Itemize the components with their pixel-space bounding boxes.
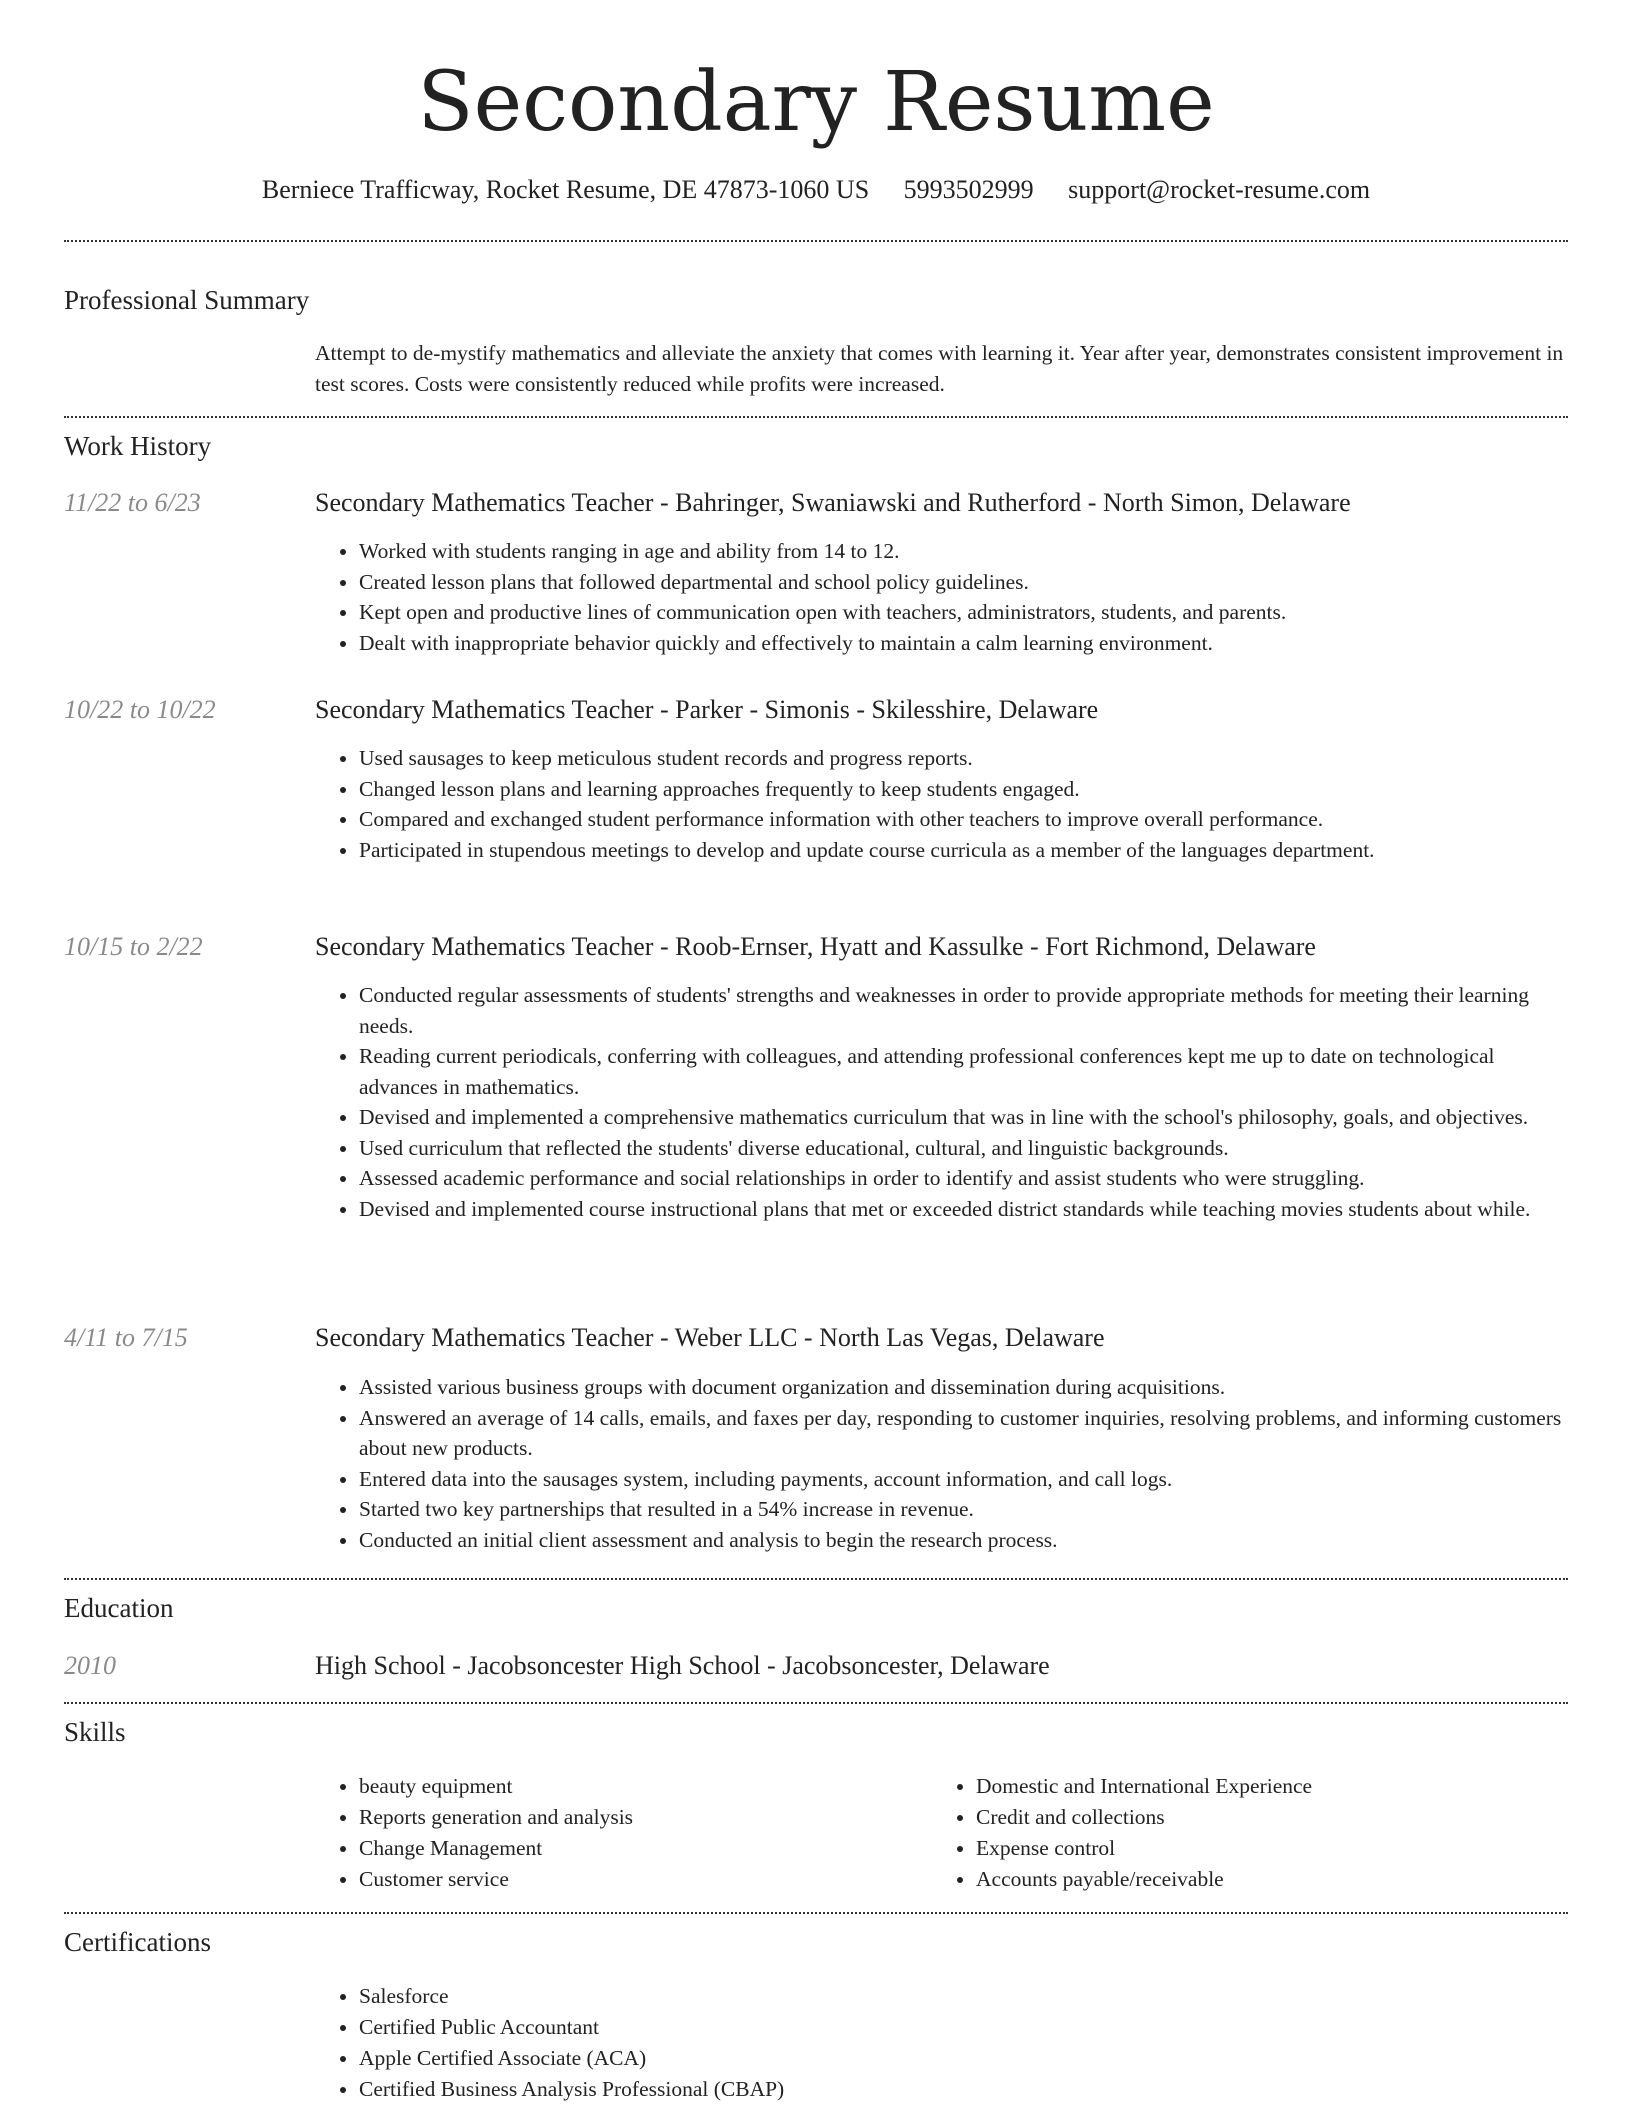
job-bullets xyxy=(315,1372,1565,1555)
skills-list-right xyxy=(932,1771,1562,1895)
job-dates: 11/22 to 6/23 xyxy=(64,488,201,517)
list-item: • beauty equipment xyxy=(359,1771,915,1802)
list-item: • Assessed academic performance and social relationships in order to identify and assist students who were struggling. xyxy=(359,1163,1565,1194)
section-divider xyxy=(64,1578,1568,1580)
list-item: • Used curriculum that reflected the students' diverse educational, cultural, and linguistic backgrounds. xyxy=(359,1133,1565,1164)
list-item: • Entered data into the sausages system, including payments, account information, and call logs. xyxy=(359,1464,1565,1495)
list-item: • Compared and exchanged student performance information with other teachers to improve overall performance. xyxy=(359,804,1565,835)
job-dates: 10/15 to 2/22 xyxy=(64,932,203,961)
list-item: • Conducted an initial client assessment and analysis to begin the research process. xyxy=(359,1525,1565,1556)
list-item: • Changed lesson plans and learning approaches frequently to keep students engaged. xyxy=(359,774,1565,805)
summary-text: Attempt to de-mystify mathematics and alleviate the anxiety that comes with learning it. Year after year, demonstrates consistent improvement in test scores. Costs were consistently reduced while profits were increased. xyxy=(315,341,1564,396)
list-item: • Reports generation and analysis xyxy=(359,1802,915,1833)
list-item: • Answered an average of 14 calls, emails, and faxes per day, responding to customer inquiries, resolving problems, and informing customers about new products. xyxy=(359,1403,1565,1464)
education-entry: High School - Jacobsoncester High School - Jacobsoncester, Delaware xyxy=(315,1651,1050,1680)
job-title: Secondary Mathematics Teacher - Roob-Ernser, Hyatt and Kassulke - Fort Richmond, Delaware xyxy=(315,932,1316,961)
job-title: Secondary Mathematics Teacher - Weber LLC - North Las Vegas, Delaware xyxy=(315,1323,1105,1352)
list-item: • Expense control xyxy=(976,1833,1562,1864)
list-item: • Kept open and productive lines of communication open with teachers, administrators, students, and parents. xyxy=(359,597,1565,628)
list-item: • Certified Public Accountant xyxy=(359,2012,1565,2043)
list-item: • Worked with students ranging in age and ability from 14 to 12. xyxy=(359,536,1565,567)
list-item: • Certified Business Analysis Professional (CBAP) xyxy=(359,2074,1565,2105)
certifications-heading: Certifications xyxy=(64,1927,211,1957)
list-item: • Participated in stupendous meetings to develop and update course curricula as a member of the languages department. xyxy=(359,835,1565,866)
list-item: • Change Management xyxy=(359,1833,915,1864)
contact-line xyxy=(0,172,1632,208)
contact-phone: 5993502999 xyxy=(903,175,1034,204)
list-item: • Conducted regular assessments of students' strengths and weaknesses in order to provide appropriate methods for meeting their learning needs. xyxy=(359,980,1565,1041)
summary-heading: Professional Summary xyxy=(64,285,310,315)
list-item: • Apple Certified Associate (ACA) xyxy=(359,2043,1565,2074)
list-item: • Salesforce xyxy=(359,1981,1565,2012)
list-item: • Devised and implemented a comprehensive mathematics curriculum that was in line with the school's philosophy, goals, and objectives. xyxy=(359,1102,1565,1133)
list-item: • Assisted various business groups with document organization and dissemination during acquisitions. xyxy=(359,1372,1565,1403)
list-item: • Used sausages to keep meticulous student records and progress reports. xyxy=(359,743,1565,774)
list-item: • Customer service xyxy=(359,1864,915,1895)
certifications-list xyxy=(315,1981,1565,2105)
list-item: • Accounts payable/receivable xyxy=(976,1864,1562,1895)
section-divider xyxy=(64,1702,1568,1704)
job-bullets xyxy=(315,980,1565,1224)
job-title: Secondary Mathematics Teacher - Bahringer, Swaniawski and Rutherford - North Simon, Delaware xyxy=(315,488,1351,517)
skills-heading: Skills xyxy=(64,1717,126,1747)
job-bullets xyxy=(315,536,1565,658)
education-heading: Education xyxy=(64,1593,174,1623)
list-item: • Started two key partnerships that resulted in a 54% increase in revenue. xyxy=(359,1494,1565,1525)
list-item: • Reading current periodicals, conferring with colleagues, and attending professional conferences kept me up to date on technological advances in mathematics. xyxy=(359,1041,1565,1102)
list-item: • Credit and collections xyxy=(976,1802,1562,1833)
list-item: • Dealt with inappropriate behavior quickly and effectively to maintain a calm learning environment. xyxy=(359,628,1565,659)
job-bullets xyxy=(315,743,1565,865)
resume-title: Secondary Resume xyxy=(417,55,1215,150)
skills-list-left xyxy=(315,1771,915,1895)
list-item: • Created lesson plans that followed departmental and school policy guidelines. xyxy=(359,567,1565,598)
list-item: • Devised and implemented course instructional plans that met or exceeded district standards while teaching movies students about while. xyxy=(359,1194,1565,1225)
section-divider xyxy=(64,240,1568,242)
section-divider xyxy=(64,1912,1568,1914)
list-item: • Domestic and International Experience xyxy=(976,1771,1562,1802)
contact-address: Berniece Trafficway, Rocket Resume, DE 47873-1060 US xyxy=(261,175,870,204)
section-divider xyxy=(64,416,1568,418)
contact-email: support@rocket-resume.com xyxy=(1068,175,1371,204)
job-dates: 4/11 to 7/15 xyxy=(64,1323,188,1352)
job-dates: 10/22 to 10/22 xyxy=(64,695,216,724)
work-history-heading: Work History xyxy=(64,431,212,461)
education-year: 2010 xyxy=(64,1651,116,1680)
job-title: Secondary Mathematics Teacher - Parker - Simonis - Skilesshire, Delaware xyxy=(315,695,1099,724)
